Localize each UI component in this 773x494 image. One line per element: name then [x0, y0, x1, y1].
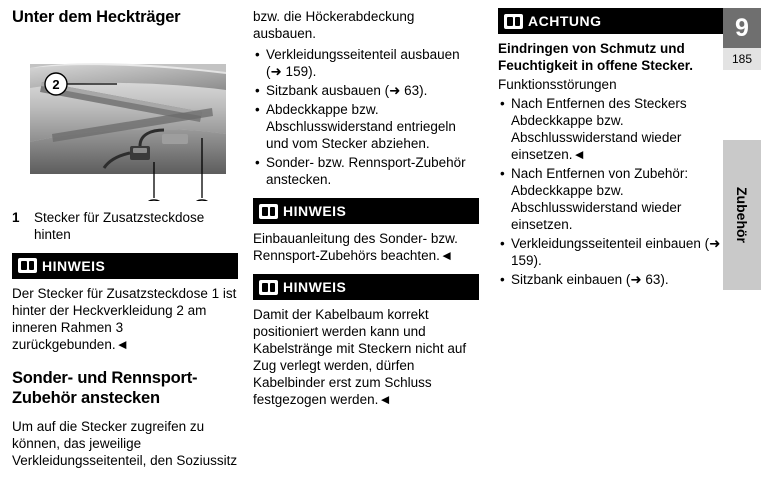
list-item: • Abdeckkappe bzw. Abschlusswiderstand entriegeln und vom Stecker abziehen.	[253, 101, 479, 152]
list-item: • Nach Entfernen von Zubehör: Abdeckkappe bzw. Abschlusswiderstand wieder einsetzen.	[498, 165, 724, 233]
warning-header-achtung	[498, 8, 724, 34]
note-label: HINWEIS	[283, 203, 347, 219]
warning-step-list	[498, 95, 724, 288]
diagram-svg	[12, 38, 238, 201]
note-header-hinweis	[253, 198, 479, 224]
chapter-tab	[723, 140, 761, 290]
body-paragraph-continued: bzw. die Höckerabdeckung ausbauen.	[253, 9, 415, 41]
warning-subtext: Funktionsstörungen	[498, 77, 617, 92]
chapter-number: 9	[723, 8, 761, 48]
page-number: 185	[723, 48, 761, 70]
list-item: • Verkleidungsseitenteil einbauen (➜ 159).	[498, 235, 724, 269]
note-body: Der Stecker für Zusatzsteckdose 1 ist hinter der Heckverkleidung 2 am inneren Rahmen 3 zurückgebunden.◄	[12, 285, 237, 352]
warning-heading: Eindringen von Schmutz und Feuchtigkeit in offene Stecker.	[498, 41, 694, 73]
svg-text:2: 2	[52, 76, 60, 92]
list-item: • Sitzbank einbauen (➜ 63).	[498, 271, 724, 288]
note-body: Damit der Kabelbaum korrekt positioniert werden kann und Kabelstränge mit Steckern nicht auf Zug verlegt werden, dürfen Kabelbinder erst zum Schluss festgezogen werden.◄	[253, 307, 467, 407]
section-title-accessories: Sonder- und Rennsport-Zubehör anstecken	[12, 368, 198, 407]
column-right	[498, 8, 724, 294]
step-list	[253, 46, 479, 188]
body-paragraph: Um auf die Stecker zugreifen zu können, das jeweilige Verkleidungsseitenteil, den Soziussitz	[12, 419, 238, 469]
page-marker	[723, 8, 761, 70]
note-body: Einbauanleitung des Sonder- bzw. Rennsport-Zubehörs beachten.◄	[253, 231, 458, 263]
figure-legend	[12, 209, 238, 243]
note-book-icon	[253, 274, 283, 300]
list-item: • Nach Entfernen des Steckers Abdeckkappe bzw. Abschlusswiderstand wieder einsetzen.◄	[498, 95, 724, 163]
note-label: HINWEIS	[42, 257, 106, 274]
warning-label: ACHTUNG	[528, 13, 602, 29]
chapter-tab-label: Zubehör	[734, 187, 750, 243]
note-label: HINWEIS	[283, 279, 347, 295]
note-book-icon	[253, 198, 283, 224]
column-middle	[253, 8, 479, 408]
legend-text: Stecker für Zusatzsteckdose hinten	[34, 209, 205, 242]
list-item: • Sitzbank ausbauen (➜ 63).	[253, 82, 479, 99]
note-book-icon	[498, 8, 528, 34]
rear-carrier-connector-diagram	[12, 38, 238, 201]
page-title: Unter dem Heckträger	[12, 8, 181, 26]
legend-number: 1	[12, 209, 20, 225]
note-header-hinweis-2	[253, 274, 479, 300]
list-item: • Verkleidungsseitenteil ausbauen (➜ 159).	[253, 46, 479, 80]
note-header-hinweis	[12, 253, 238, 279]
column-left	[12, 8, 238, 473]
legend-item	[12, 209, 238, 243]
list-item: • Sonder- bzw. Rennsport-Zubehör anstecken.	[253, 154, 479, 188]
note-book-icon	[12, 253, 42, 279]
